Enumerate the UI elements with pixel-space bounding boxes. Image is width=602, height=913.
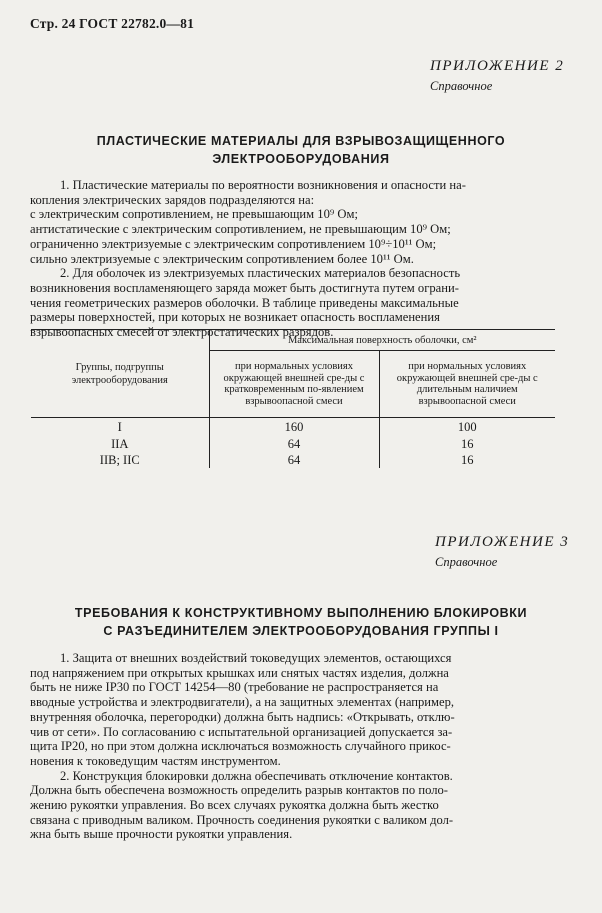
table-row (31, 418, 555, 435)
page-header: Стр. 24 ГОСТ 22782.0—81 (30, 16, 195, 31)
text-line: быть не ниже IP30 по ГОСТ 14254—80 (требование не распространяется на (30, 680, 439, 695)
table-header-long: при нормальных условиях окружающей внешней сре-ды с длительным наличием взрывоопасной смеси (379, 351, 555, 418)
table-row (31, 435, 555, 452)
table-cell-group: I (117, 420, 122, 434)
text-line: ограниченно электризуемые с электрическим сопротивлением 10⁹÷10¹¹ Ом; (30, 236, 437, 251)
text-line: Должна быть обеспечена возможность определить разрыв контактов по поло- (30, 783, 449, 798)
table-cell-group: IIB; IIC (99, 453, 140, 467)
table-header-max: Максимальная поверхность оболочки, см² (209, 330, 555, 351)
section-1-title (40, 132, 562, 168)
table-cell-group: IIA (111, 436, 129, 451)
text-line: внутренняя оболочка, перегородки) должна быть надпись: «Открывать, отклю- (30, 709, 455, 724)
text-line: 2. Конструкция блокировки должна обеспечивать отключение контактов. (60, 768, 453, 783)
section-1-body (30, 178, 554, 340)
section-2-title-line-1: ТРЕБОВАНИЯ К КОНСТРУКТИВНОМУ ВЫПОЛНЕНИЮ БЛОКИРОВКИ (74, 606, 528, 620)
section-2-body (30, 651, 554, 842)
text-line: взрывоопасных смесей от электростатических разрядов. (30, 325, 334, 340)
text-line: антистатические с электрическим сопротивлением, не превышающим 10⁹ Ом; (30, 222, 451, 237)
section-1-title-line-1: ПЛАСТИЧЕСКИЕ МАТЕРИАЛЫ ДЛЯ ВЗРЫВОЗАЩИЩЕННОГО (96, 134, 506, 148)
text-line: возникновения воспламеняющего заряда может быть достигнута путем ограни- (30, 280, 459, 295)
table-cell-short: 64 (209, 435, 379, 452)
text-line: жна быть выше прочности рукоятки управления. (30, 827, 293, 842)
table-cell-long: 16 (379, 435, 555, 452)
section-1-title-line-2: ЭЛЕКТРООБОРУДОВАНИЯ (212, 152, 390, 166)
table-header-group: Группы, подгруппы электрооборудования (31, 330, 209, 418)
text-line: под напряжением при открытых крышках или снятых частях изделия, должна (30, 665, 449, 680)
table-cell-long: 16 (379, 451, 555, 468)
appendix-2-subtitle: Справочное (430, 79, 493, 93)
table-cell-long: 100 (379, 418, 555, 435)
text-line: 2. Для оболочек из электризуемых пластических материалов безопасность (60, 266, 461, 281)
table-row (31, 451, 555, 468)
appendix-3-title: ПРИЛОЖЕНИЕ 3 (435, 534, 570, 550)
text-line: чив от сети». По согласованию с испытательной организацией допускается за- (30, 724, 453, 739)
text-line: щита IP20, но при этом должна исключаться возможность случайного прикос- (30, 739, 451, 754)
text-line: новения к токоведущим частям инструментом. (30, 753, 281, 768)
table-header-short: при нормальных условиях окружающей внешней сре-ды с кратковременным по-явлением взрывоопасной смеси (209, 351, 379, 418)
text-line: размеры поверхностей, при которых не возникает опасность воспламенения (30, 310, 440, 325)
text-line: 1. Пластические материалы по вероятности возникновения и опасности на- (60, 178, 466, 192)
text-line: чения геометрических размеров оболочки. В таблице приведены максимальные (30, 295, 459, 310)
appendix-2-title: ПРИЛОЖЕНИЕ 2 (430, 58, 565, 74)
table-cell-short: 160 (209, 418, 379, 435)
text-line: жению рукоятки управления. Во всех случаях рукоятка должна быть жестко (30, 798, 439, 813)
section-2-title-line-2: С РАЗЪЕДИНИТЕЛЕМ ЭЛЕКТРООБОРУДОВАНИЯ ГРУППЫ I (103, 624, 499, 638)
appendix-2-label (430, 58, 564, 94)
text-line: связана с приводным валиком. Прочность соединения рукоятки с валиком дол- (30, 812, 454, 827)
table-cell-short: 64 (209, 451, 379, 468)
appendix-3-label (435, 534, 569, 570)
text-line: 1. Защита от внешних воздействий токоведущих элементов, остающихся (60, 651, 452, 665)
section-2-title (40, 604, 562, 640)
text-line: копления электрических зарядов подразделяются на: (30, 192, 315, 207)
surface-table (31, 329, 555, 468)
appendix-3-subtitle: Справочное (435, 555, 498, 569)
text-line: с электрическим сопротивлением, не превышающим 10⁹ Ом; (30, 207, 358, 222)
text-line: сильно электризуемые с электрическим сопротивлением более 10¹¹ Ом. (30, 251, 414, 266)
text-line: вводные устройства и электродвигатели), а на защитных элементах (например, (30, 695, 455, 710)
